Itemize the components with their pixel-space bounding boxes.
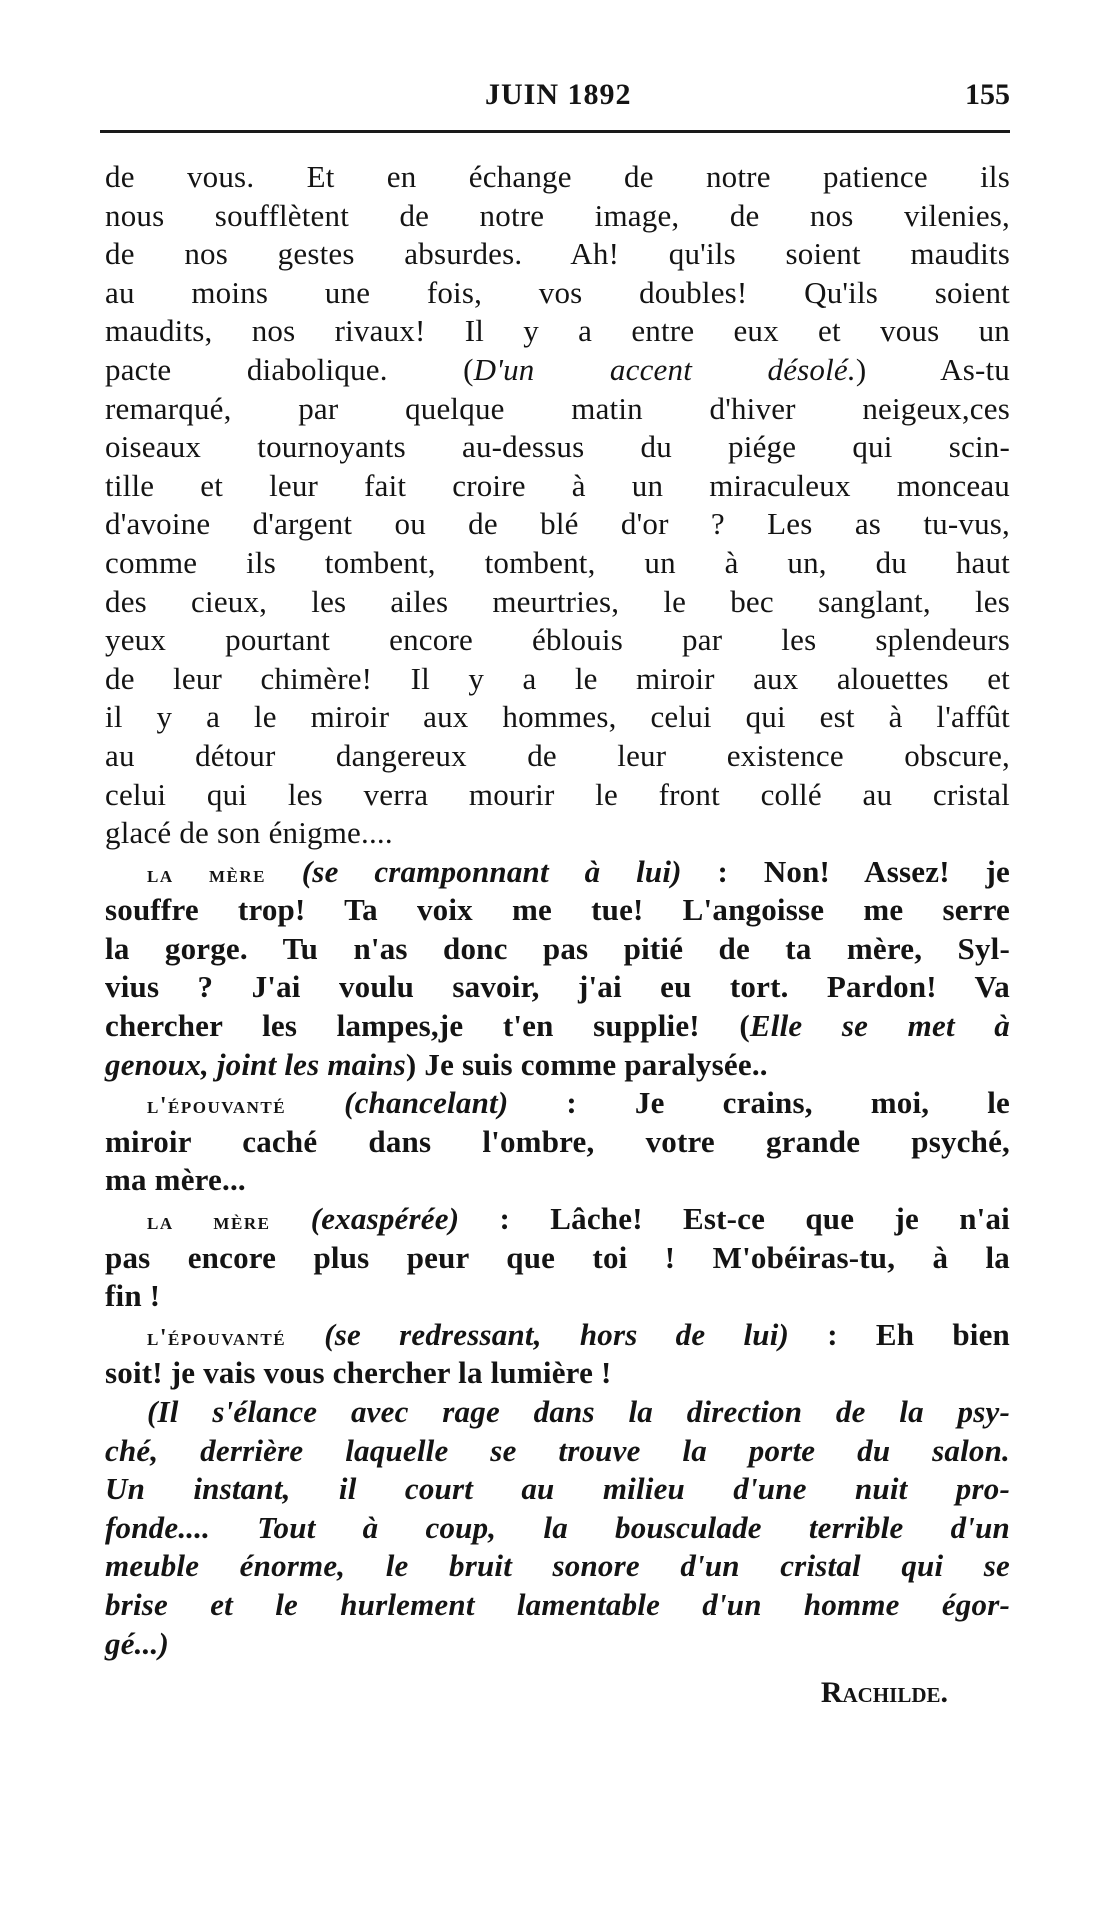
text-line: souffre trop! Ta voix me tue! L'angoisse me serre [105, 892, 1010, 928]
speaker-name: l'épouvanté [147, 1093, 287, 1120]
text-line: comme ils tombent, tombent, un à un, du haut [105, 544, 1010, 580]
text-line: fin ! [105, 1278, 161, 1314]
text-line: miroir caché dans l'ombre, votre grande psyché, [105, 1123, 1010, 1159]
text-fragment: : Non! Assez! je [717, 853, 1011, 889]
stage-direction: (se cramponnant à lui) [301, 853, 682, 889]
page-header [105, 78, 1010, 118]
text-line: maudits, nos rivaux! Il y a entre eux et vous un [105, 313, 1010, 349]
text-fragment: ) Je suis comme paralysée.. [405, 1046, 768, 1082]
text-fragment: ) As-tu [855, 351, 1011, 387]
stage-direction-line: Un instant, il court au milieu d'une nuit pro- [105, 1471, 1010, 1507]
text-line [105, 351, 1010, 390]
text-line: remarqué, par quelque matin d'hiver neigeux,ces [105, 390, 1010, 426]
speaker-name: l'épouvanté [147, 1324, 287, 1351]
stage-direction: (exaspérée) [310, 1201, 460, 1237]
dialogue-line [105, 853, 1010, 892]
stage-direction: (chancelant) [344, 1085, 509, 1121]
dialogue-line [105, 1200, 1010, 1239]
speaker-name: la mère [147, 1209, 271, 1236]
stage-direction: D'un accent désolé. [473, 351, 856, 387]
text-line [105, 1046, 1010, 1085]
text-line: ma mère... [105, 1162, 246, 1198]
text-line [105, 1007, 1010, 1046]
text-fragment: : Eh bien [827, 1316, 1010, 1352]
stage-direction: genoux, joint les mains [105, 1046, 406, 1082]
running-head: JUIN 1892 [485, 78, 632, 111]
text-line: au moins une fois, vos doubles! Qu'ils soient [105, 274, 1010, 310]
text-line: de leur chimère! Il y a le miroir aux alouettes et [105, 660, 1010, 696]
text-line: pas encore plus peur que toi ! M'obéiras-tu, à la [105, 1239, 1010, 1275]
text-line: oiseaux tournoyants au-dessus du piége qui scin- [105, 429, 1010, 465]
stage-direction-line: (Il s'élance avec rage dans la direction de la psy- [147, 1394, 1010, 1429]
text-line: vius ? J'ai voulu savoir, j'ai eu tort. Pardon! Va [105, 969, 1010, 1005]
text-line: yeux pourtant encore éblouis par les splendeurs [105, 622, 1010, 658]
stage-direction-line: fonde.... Tout à coup, la bousculade terrible d'un [105, 1509, 1010, 1545]
stage-direction: (se redressant, hors de lui) [324, 1316, 790, 1352]
text-line: de vous. Et en échange de notre patience ils [105, 159, 1010, 194]
text-line: de nos gestes absurdes. Ah! qu'ils soient maudits [105, 236, 1010, 272]
author-signature: Rachilde. [820, 1676, 948, 1710]
text-line: soit! je vais vous chercher la lumière ! [105, 1355, 612, 1391]
text-fragment: chercher les lampes,je t'en supplie! ( [105, 1008, 750, 1044]
stage-direction-line: meuble énorme, le bruit sonore d'un cristal qui se [105, 1548, 1010, 1584]
text-line: la gorge. Tu n'as donc pas pitié de ta mère, Syl- [105, 930, 1010, 966]
stage-direction-line: gé...) [105, 1625, 170, 1661]
text-line: nous soufflètent de notre image, de nos vilenies, [105, 197, 1010, 233]
stage-direction-line: ché, derrière laquelle se trouve la porte du salon. [105, 1432, 1010, 1468]
stage-direction: Elle se met à [749, 1008, 1011, 1044]
text-fragment: : Je crains, moi, le [566, 1085, 1011, 1121]
text-fragment: : Lâche! Est-ce que je n'ai [499, 1201, 1010, 1237]
text-line: il y a le miroir aux hommes, celui qui est à l'affût [105, 699, 1010, 735]
text-line: tille et leur fait croire à un miraculeux monceau [105, 467, 1010, 503]
stage-direction-line: brise et le hurlement lamentable d'un homme égor- [105, 1586, 1010, 1622]
dialogue-line [105, 1316, 1010, 1355]
text-line: celui qui les verra mourir le front collé au cristal [105, 776, 1010, 812]
speaker-name: la mère [147, 861, 266, 888]
text-fragment: pacte diabolique. ( [105, 351, 474, 387]
text-line: glacé de son énigme.... [105, 815, 393, 851]
text-line: des cieux, les ailes meurtries, le bec sanglant, les [105, 583, 1010, 619]
text-line: au détour dangereux de leur existence obscure, [105, 737, 1010, 773]
text-line: d'avoine d'argent ou de blé d'or ? Les as tu-vus, [105, 506, 1010, 542]
body-text [105, 158, 1010, 1709]
page-number: 155 [965, 78, 1010, 111]
header-rule [100, 130, 1010, 133]
dialogue-line [105, 1084, 1010, 1123]
